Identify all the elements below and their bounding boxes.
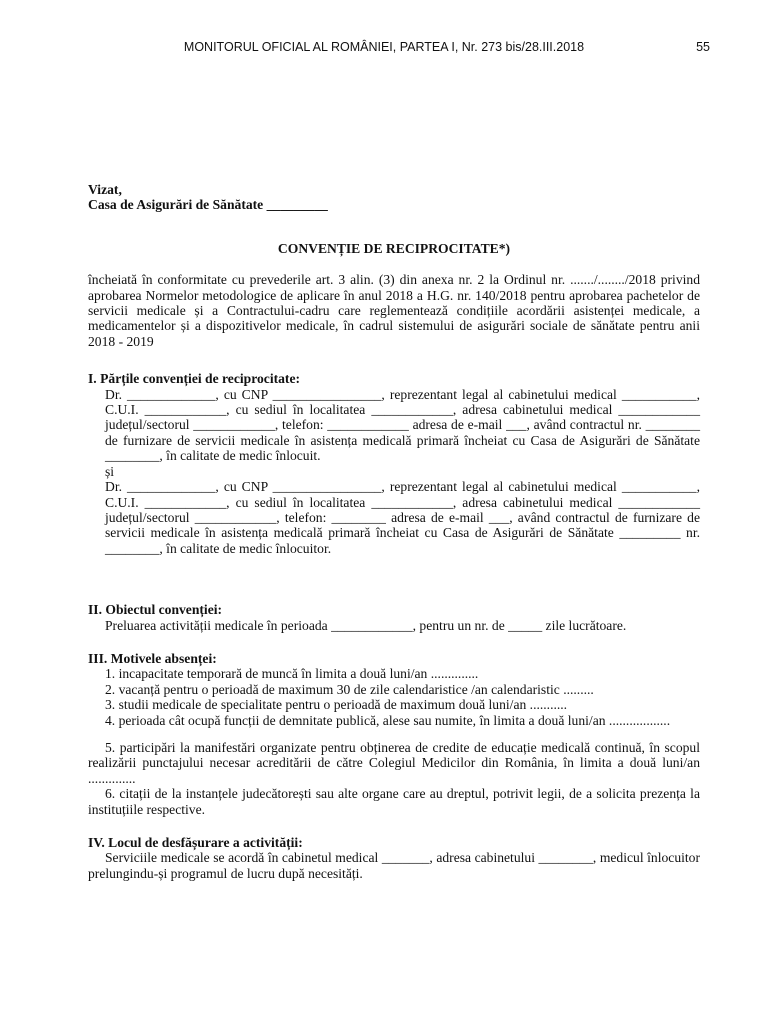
party-1-text: Dr. _____________, cu CNP ________________, reprezentant legal al cabinetului medical ___________, C.U.I. ____________, cu sediul în localitatea ____________, adresa cabinetului medical ____________ județul/sectorul ____________, telefon: ____________ adresa de e-mail ___, având contractul nr. ________ de furnizare de servicii medicale în asistența medicală primară încheiat cu Casa de Asigurări de Sănătate ________, în calitate de medic înlocuit. bbox=[105, 386, 700, 464]
absence-reason-item: 5. participări la manifestări organizate pentru obținerea de credite de educație medicală continuă, în scopul realizării punctajului necesar acreditării de către Colegiul Medicilor din România, în limita a două luni/an .............. bbox=[88, 739, 700, 786]
absence-reason-item: 3. studii medicale de specialitate pentru o perioadă de maximum două luni/an ........... bbox=[105, 697, 568, 713]
visa-institution: Casa de Asigurări de Sănătate _________ bbox=[88, 197, 328, 213]
document-body bbox=[88, 182, 700, 881]
absence-reason-item: 2. vacanță pentru o perioadă de maximum 30 de zile calendaristice /an calendaristic ......... bbox=[105, 681, 594, 697]
section-1-heading: I. Părțile convenției de reciprocitate: bbox=[88, 371, 301, 387]
absence-reason-item: 1. incapacitate temporară de muncă în limita a două luni/an .............. bbox=[105, 666, 479, 682]
section-2-text: Preluarea activității medicale în perioada ____________, pentru un nr. de _____ zile lucrătoare. bbox=[105, 617, 627, 633]
section-4-heading: IV. Locul de desfășurare a activității: bbox=[88, 835, 303, 850]
document-title: CONVENȚIE DE RECIPROCITATE*) bbox=[277, 240, 511, 256]
conjunction-and: și bbox=[105, 463, 115, 479]
publication-title: MONITORUL OFICIAL AL ROMÂNIEI, PARTEA I, Nr. 273 bis/28.III.2018 bbox=[183, 40, 585, 54]
absence-reason-item: 6. citații de la instanțele judecătorești sau alte organe care au dreptul, potrivit legii, de a solicita prezența la instituțiile respective. bbox=[88, 786, 700, 817]
section-3-heading: III. Motivele absenței: bbox=[88, 650, 217, 666]
visa-label: Vizat, bbox=[88, 182, 122, 197]
section-location bbox=[88, 835, 700, 881]
section-parties bbox=[88, 371, 700, 556]
intro-paragraph: încheiată în conformitate cu prevederile art. 3 alin. (3) din anexa nr. 2 la Ordinul nr. ......./......../2018 privind aprobarea Normelor metodologice de aplicare în anul 2018 a H.G. nr. 140/2018 pentru aprobarea pachetelor de servicii medicale și a Contractului-cadru care reglementează condițiile acordării asistenței medicale, a medicamentelor și a dispozitivelor medicale, în cadrul sistemului de asigurări sociale de sănătate pentru anii 2018 - 2019 bbox=[88, 272, 700, 349]
absence-reason-item: 4. perioada cât ocupă funcții de demnitate publică, alese sau numite, în limita a două luni/an .................. bbox=[105, 712, 671, 728]
page-number: 55 bbox=[696, 40, 710, 54]
visa-block bbox=[88, 182, 700, 213]
page-header bbox=[0, 40, 768, 58]
section-4-text: Serviciile medicale se acordă în cabinetul medical _______, adresa cabinetului ________, medicul înlocuitor prelungindu-și programul de lucru după necesități. bbox=[88, 850, 700, 881]
section-absence-reasons bbox=[88, 651, 700, 817]
section-object bbox=[88, 602, 700, 633]
section-2-heading: II. Obiectul convenției: bbox=[88, 602, 223, 618]
party-2-text: Dr. _____________, cu CNP ________________, reprezentant legal al cabinetului medical ___________, C.U.I. ____________, cu sediul în localitatea ____________, adresa cabinetului medical ____________ județul/sectorul ____________, telefon: ________ adresa de e-mail ___, având contractul de furnizare de servicii medicale în asistența medicală primară încheiat cu Casa de Asigurări de Sănătate _________ nr. ________, în calitate de medic înlocuitor. bbox=[105, 479, 700, 556]
